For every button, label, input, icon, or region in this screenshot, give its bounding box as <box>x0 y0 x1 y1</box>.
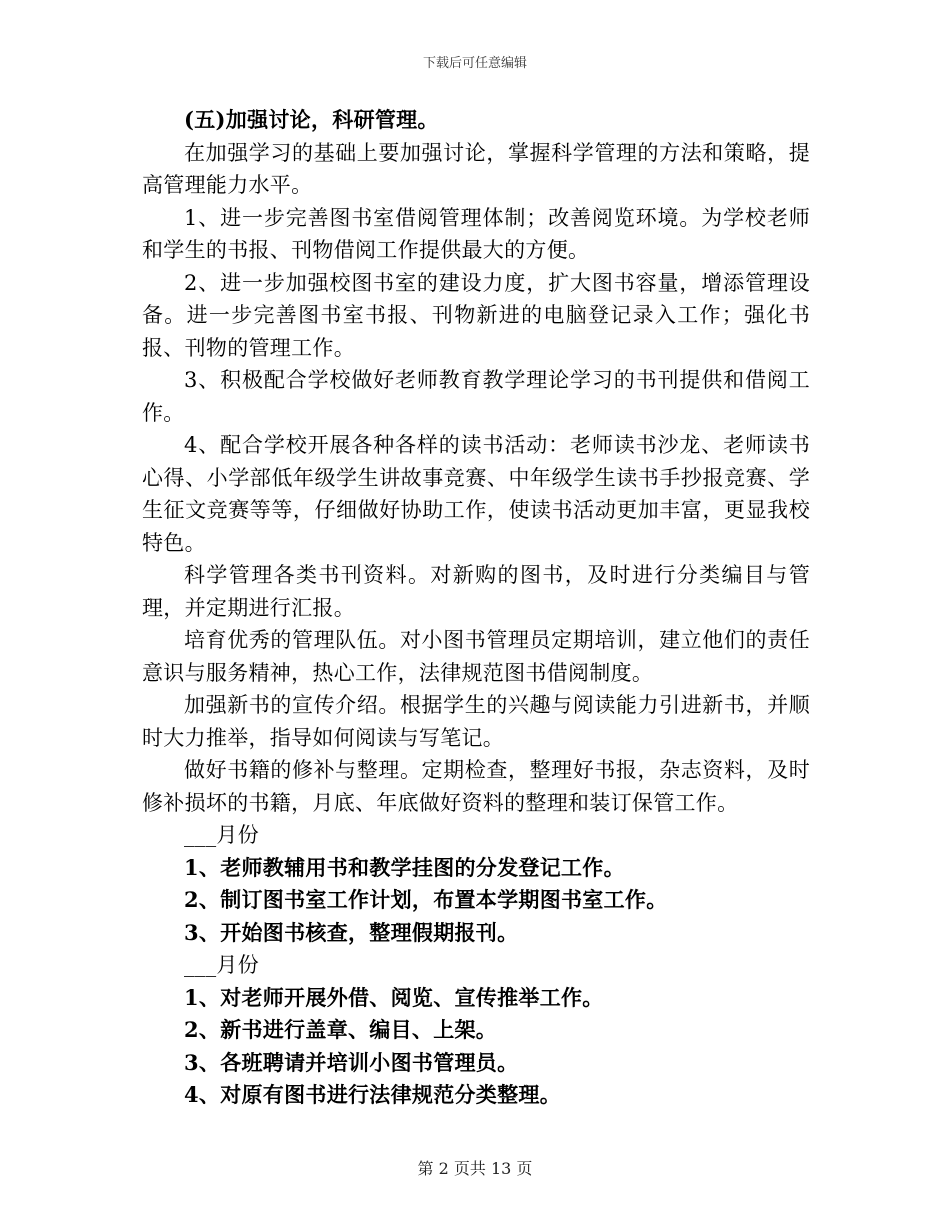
list-item: 2、新书进行盖章、编目、上架。 <box>184 1017 498 1042</box>
document-body <box>142 104 810 1112</box>
paragraph: 加强新书的宣传介绍。根据学生的兴趣与阅读能力引进新书，并顺时大力推举，指导如何阅读与写笔记。 <box>142 693 810 750</box>
paragraph: 2、进一步加强校图书室的建设力度，扩大图书容量，增添管理设备。进一步完善图书室书报、刊物新进的电脑登记录入工作；强化书报、刊物的管理工作。 <box>142 270 810 360</box>
list-item: 4、对原有图书进行法律规范分类整理。 <box>184 1082 562 1107</box>
list-item: 1、对老师开展外借、阅览、宣传推举工作。 <box>184 984 604 1010</box>
paragraph: 科学管理各类书刊资料。对新购的图书，及时进行分类编目与管理，并定期进行汇报。 <box>142 563 810 620</box>
list-item: 3、各班聘请并培训小图书管理员。 <box>184 1049 519 1075</box>
month-heading: ___月份 <box>184 823 259 847</box>
list-item: 3、开始图书核查，整理假期报刊。 <box>184 919 519 945</box>
paragraph: 培育优秀的管理队伍。对小图书管理员定期培训，建立他们的责任意识与服务精神，热心工作，法律规范图书借阅制度。 <box>142 628 810 685</box>
paragraph: 1、进一步完善图书室借阅管理体制；改善阅览环境。为学校老师和学生的书报、刊物借阅工作提供最大的方便。 <box>142 205 810 262</box>
paragraph: 3、积极配合学校做好老师教育教学理论学习的书刊提供和借阅工作。 <box>142 368 810 425</box>
list-item: 1、老师教辅用书和教学挂图的分发登记工作。 <box>184 854 625 880</box>
section-heading: (五)加强讨论，科研管理。 <box>184 107 439 132</box>
list-item: 2、制订图书室工作计划，布置本学期图书室工作。 <box>184 887 668 912</box>
page-header: 下载后可任意编辑 <box>422 56 527 71</box>
page-footer: 第 2 页共 13 页 <box>417 1159 533 1178</box>
paragraph: 做好书籍的修补与整理。定期检查，整理好书报，杂志资料，及时修补损坏的书籍，月底、年底做好资料的整理和装订保管工作。 <box>142 758 810 815</box>
paragraph: 4、配合学校开展各种各样的读书活动：老师读书沙龙、老师读书心得、小学部低年级学生讲故事竞赛、中年级学生读书手抄报竞赛、学生征文竞赛等等，仔细做好协助工作，使读书活动更加丰富，更显我校特色。 <box>142 433 810 555</box>
month-heading: ___月份 <box>184 953 259 977</box>
paragraph: 在加强学习的基础上要加强讨论，掌握科学管理的方法和策略，提高管理能力水平。 <box>142 140 810 197</box>
